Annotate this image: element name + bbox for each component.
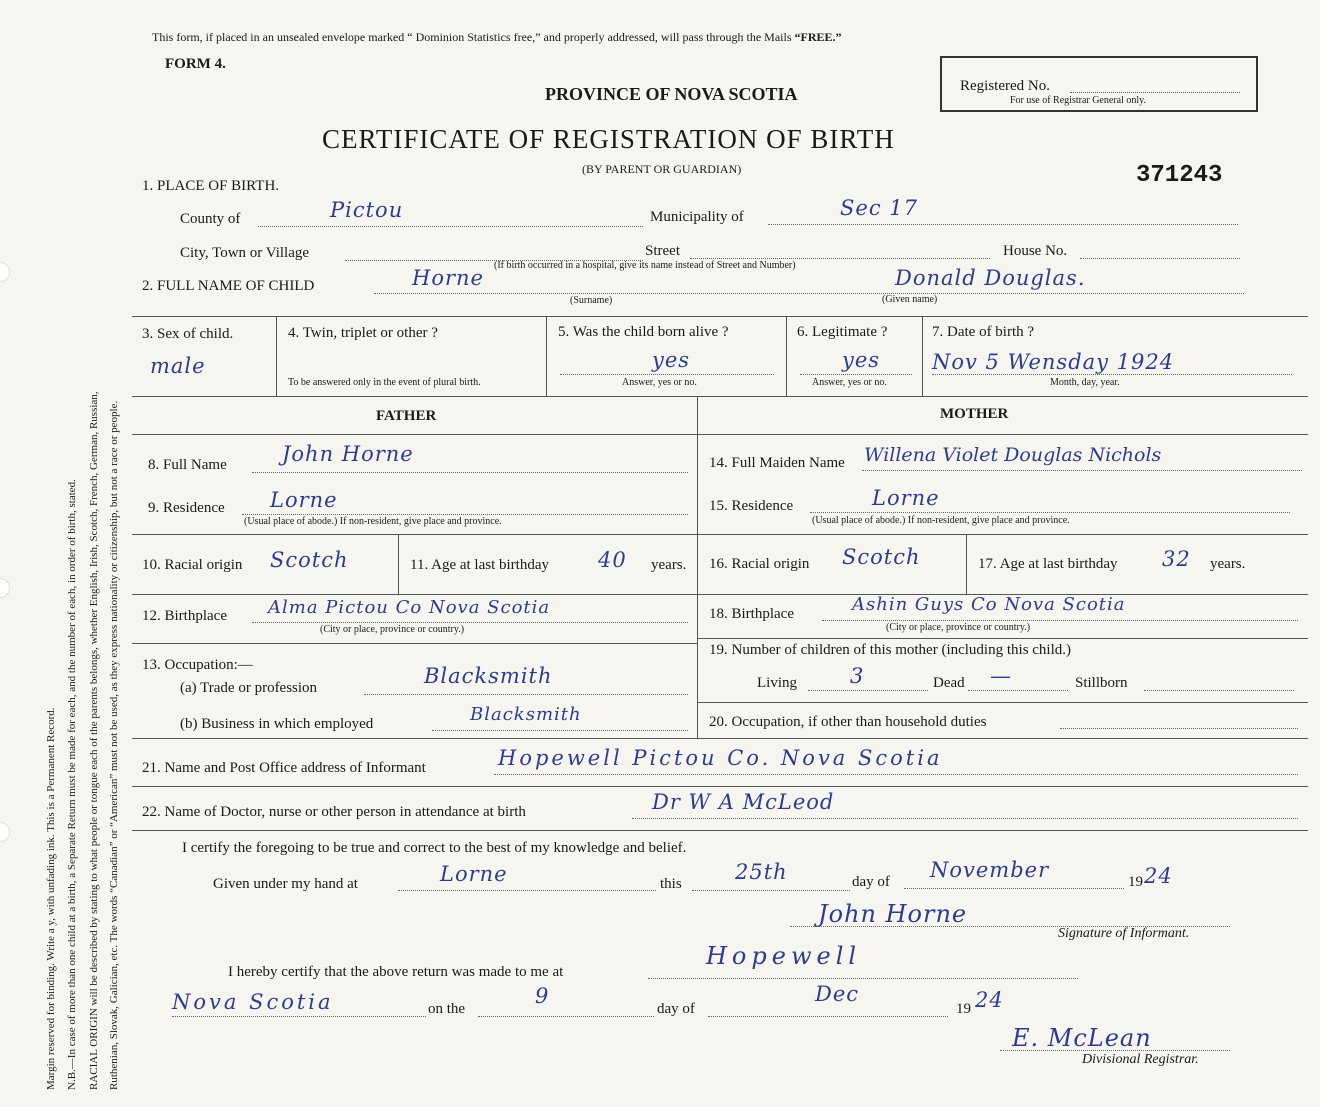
mother-age-label: 17. Age at last birthday (978, 556, 1118, 572)
mother-name-line (862, 470, 1302, 471)
mother-age-unit: years. (1210, 556, 1246, 572)
alive-note: Answer, yes or no. (622, 377, 697, 388)
father-age-unit: years. (651, 557, 687, 573)
mother-children-rule (697, 638, 1308, 639)
house-label: House No. (1003, 243, 1068, 259)
father-birthplace-value: Alma Pictou Co Nova Scotia (268, 597, 551, 618)
registered-box (940, 56, 1258, 112)
form-number: FORM 4. (165, 56, 226, 72)
registrar-signature-label: Divisional Registrar. (1082, 1052, 1199, 1067)
dob-note: Month, day, year. (1050, 377, 1120, 388)
father-race-label: 10. Racial origin (142, 557, 243, 573)
father-birthplace-label: 12. Birthplace (142, 608, 227, 624)
day-of-label: day of (852, 874, 890, 890)
cert-day-value: 25th (735, 860, 788, 884)
father-trade-value: Blacksmith (424, 664, 553, 688)
child-name-label: 2. FULL NAME OF CHILD (142, 278, 315, 294)
registrar-signature-line (1000, 1050, 1230, 1051)
province-heading: PROVINCE OF NOVA SCOTIA (545, 84, 798, 104)
sex-value: male (150, 354, 206, 378)
street-line (690, 258, 990, 259)
row3-top-rule (132, 316, 1308, 317)
father-birthplace-line (252, 622, 688, 623)
informant-signature-label: Signature of Informant. (1058, 926, 1190, 941)
county-line (258, 226, 643, 227)
father-age-value: 40 (598, 548, 627, 572)
parents-heading-rule (132, 434, 1308, 435)
registrar-day-value: 9 (535, 984, 550, 1008)
cert-month-value: November (930, 858, 1050, 882)
father-occupation-rule (132, 643, 697, 644)
doctor-value: Dr W A McLeod (652, 790, 835, 814)
father-residence-label: 9. Residence (148, 500, 225, 516)
legitimate-line (800, 374, 912, 375)
twin-note: To be answered only in the event of plural birth. (288, 377, 481, 388)
child-surname-value: Horne (412, 266, 484, 290)
row3-divider-2 (546, 316, 547, 396)
mother-occupation-rule (697, 702, 1308, 703)
father-business-value: Blacksmith (470, 704, 582, 725)
registrar-month-line (708, 1016, 948, 1017)
doctor-top-rule (132, 786, 1308, 787)
mother-name-label: 14. Full Maiden Name (709, 455, 845, 471)
top-notice (152, 30, 842, 45)
county-label: County of (180, 211, 241, 227)
row3-bottom-rule (132, 396, 1308, 397)
alive-label: 5. Was the child born alive ? (558, 324, 729, 340)
county-value: Pictou (330, 198, 404, 222)
mother-race-value: Scotch (842, 545, 921, 569)
hospital-note: (If birth occurred in a hospital, give its name instead of Street and Number) (494, 260, 796, 271)
cert-year-value: 24 (1144, 864, 1173, 888)
mother-heading: MOTHER (940, 406, 1009, 422)
day-line (692, 890, 850, 891)
sex-label: 3. Sex of child. (142, 326, 234, 342)
registered-note: For use of Registrar General only. (1010, 95, 1146, 106)
mother-occupation-label: 20. Occupation, if other than household duties (709, 714, 987, 730)
child-surname-note: (Surname) (570, 295, 613, 306)
margin-note-binding: Margin reserved for binding. Write a y, with unfading ink. This is a Permanent Record. (45, 707, 57, 1090)
dob-label: 7. Date of birth ? (932, 324, 1035, 340)
dob-value: Nov 5 Wensday 1924 (932, 350, 1175, 374)
mother-race-top-rule (697, 534, 1308, 535)
child-given-note: (Given name) (882, 294, 938, 305)
house-line (1080, 258, 1240, 259)
father-residence-line (242, 514, 688, 515)
father-residence-value: Lorne (270, 488, 338, 512)
month-line (904, 888, 1124, 889)
father-trade-line (364, 694, 688, 695)
registered-line (1070, 92, 1240, 93)
doctor-bottom-rule (132, 830, 1308, 831)
registrar-on-the-label: on the (428, 1001, 466, 1017)
mother-birthplace-line (822, 620, 1298, 621)
certificate-number: 371243 (1136, 162, 1223, 189)
registered-label: Registered No. (960, 78, 1050, 94)
living-value: 3 (850, 664, 865, 688)
mother-residence-label: 15. Residence (709, 498, 794, 514)
father-heading: FATHER (376, 408, 437, 424)
stillborn-label: Stillborn (1075, 675, 1128, 691)
municipality-label: Municipality of (650, 209, 744, 225)
doctor-label: 22. Name of Doctor, nurse or other person in attendance at birth (142, 804, 526, 820)
dead-label: Dead (933, 675, 965, 691)
punch-hole-middle (0, 578, 10, 598)
father-race-divider (398, 534, 399, 594)
margin-note-racial-origin: RACIAL ORIGIN will be described by stating to what people or tongue each of the parents belongs, whether English, Irish, Scotch, French, German, Russian, (88, 391, 100, 1090)
informant-top-rule (132, 738, 1308, 739)
father-age-label: 11. Age at last birthday (410, 557, 549, 573)
punch-hole-bottom (0, 822, 10, 842)
registrar-province-value: Nova Scotia (172, 990, 334, 1014)
informant-value: Hopewell Pictou Co. Nova Scotia (498, 746, 943, 770)
place-of-birth-label: 1. PLACE OF BIRTH. (142, 178, 280, 194)
registrar-year-value: 24 (975, 988, 1004, 1012)
street-label: Street (645, 243, 680, 259)
twin-label: 4. Twin, triplet or other ? (288, 325, 438, 341)
dob-line (932, 374, 1292, 375)
mother-children-label: 19. Number of children of this mother (including this child.) (709, 642, 1072, 658)
father-race-top-rule (132, 534, 697, 535)
dead-line (968, 690, 1068, 691)
alive-value: yes (652, 348, 691, 372)
child-name-line (374, 293, 1244, 294)
legitimate-note: Answer, yes or no. (812, 377, 887, 388)
registrar-year-prefix: 19 (956, 1001, 971, 1017)
certify-statement: I certify the foregoing to be true and correct to the best of my knowledge and belief. (182, 840, 687, 856)
given-label: Given under my hand at (213, 876, 358, 892)
mother-birthplace-value: Ashin Guys Co Nova Scotia (852, 594, 1126, 615)
dead-value: — (990, 664, 1012, 688)
father-birthplace-note: (City or place, province or country.) (320, 624, 465, 635)
registrar-signature: E. McLean (1012, 1024, 1152, 1052)
father-name-label: 8. Full Name (148, 457, 227, 473)
father-occupation-label: 13. Occupation:— (142, 657, 253, 673)
municipality-value: Sec 17 (840, 196, 918, 220)
mother-occupation-line (1060, 728, 1298, 729)
child-given-value: Donald Douglas. (895, 266, 1086, 290)
given-place-line (398, 890, 656, 891)
registrar-day-of-label: day of (657, 1001, 695, 1017)
informant-label: 21. Name and Post Office address of Informant (142, 760, 426, 776)
living-line (808, 690, 928, 691)
informant-line (494, 774, 1298, 775)
margin-note-multiple-births: N.B.—In case of more than one child at a birth, a Separate Return must be made for each, and the number of each, in order of birth, stated. (66, 479, 78, 1090)
registrar-province-line (172, 1016, 426, 1017)
mother-name-value: Willena Violet Douglas Nichols (864, 444, 1162, 466)
cert-year-prefix: 19 (1128, 874, 1143, 890)
row3-divider-4 (922, 316, 923, 396)
municipality-line (768, 224, 1238, 225)
father-name-value: John Horne (282, 442, 414, 466)
parent-divider (697, 396, 698, 738)
mother-birthplace-note: (City or place, province or country.) (886, 622, 1031, 633)
city-label: City, Town or Village (180, 245, 310, 261)
father-business-line (432, 730, 688, 731)
top-notice-free: “FREE.” (794, 30, 842, 44)
page-title: CERTIFICATE OF REGISTRATION OF BIRTH (322, 124, 895, 154)
mother-race-divider (966, 534, 967, 594)
registrar-statement: I hereby certify that the above return was made to me at (228, 964, 564, 980)
informant-signature: John Horne (818, 900, 968, 928)
registrar-day-line (478, 1016, 654, 1017)
registrar-month-value: Dec (815, 982, 860, 1006)
father-business-label: (b) Business in which employed (180, 716, 374, 732)
father-trade-label: (a) Trade or profession (180, 680, 318, 696)
legitimate-label: 6. Legitimate ? (797, 324, 888, 340)
mother-birthplace-label: 18. Birthplace (709, 606, 794, 622)
registrar-place-value: Hopewell (706, 942, 862, 970)
father-residence-note: (Usual place of abode.) If non-resident, give place and province. (244, 516, 502, 527)
margin-note-racial-origin-cont: Ruthenian, Slovak, Galician, etc. The words “Canadian” or “American” must not be used, as they express nationality or citizenship, but not a race or people. (108, 400, 120, 1090)
mother-residence-line (810, 512, 1290, 513)
father-name-line (252, 472, 688, 473)
top-notice-text: This form, if placed in an unsealed envelope marked “ Dominion Statistics free,” and properly addressed, will pass through the Mails (152, 30, 792, 44)
row3-divider-3 (786, 316, 787, 396)
father-race-value: Scotch (270, 548, 349, 572)
living-label: Living (757, 675, 797, 691)
page-subtitle: (BY PARENT OR GUARDIAN) (582, 162, 742, 176)
father-race-bottom-rule (132, 594, 697, 595)
stillborn-line (1144, 690, 1294, 691)
punch-hole-top (0, 262, 10, 282)
given-place-value: Lorne (440, 862, 508, 886)
legitimate-value: yes (842, 348, 881, 372)
mother-race-label: 16. Racial origin (709, 556, 810, 572)
mother-residence-note: (Usual place of abode.) If non-resident, give place and province. (812, 515, 1070, 526)
registrar-place-line (648, 978, 1078, 979)
alive-line (560, 374, 774, 375)
mother-age-value: 32 (1162, 547, 1191, 571)
mother-residence-value: Lorne (872, 486, 940, 510)
doctor-line (632, 818, 1298, 819)
row3-divider-1 (276, 316, 277, 396)
this-label: this (660, 876, 682, 892)
